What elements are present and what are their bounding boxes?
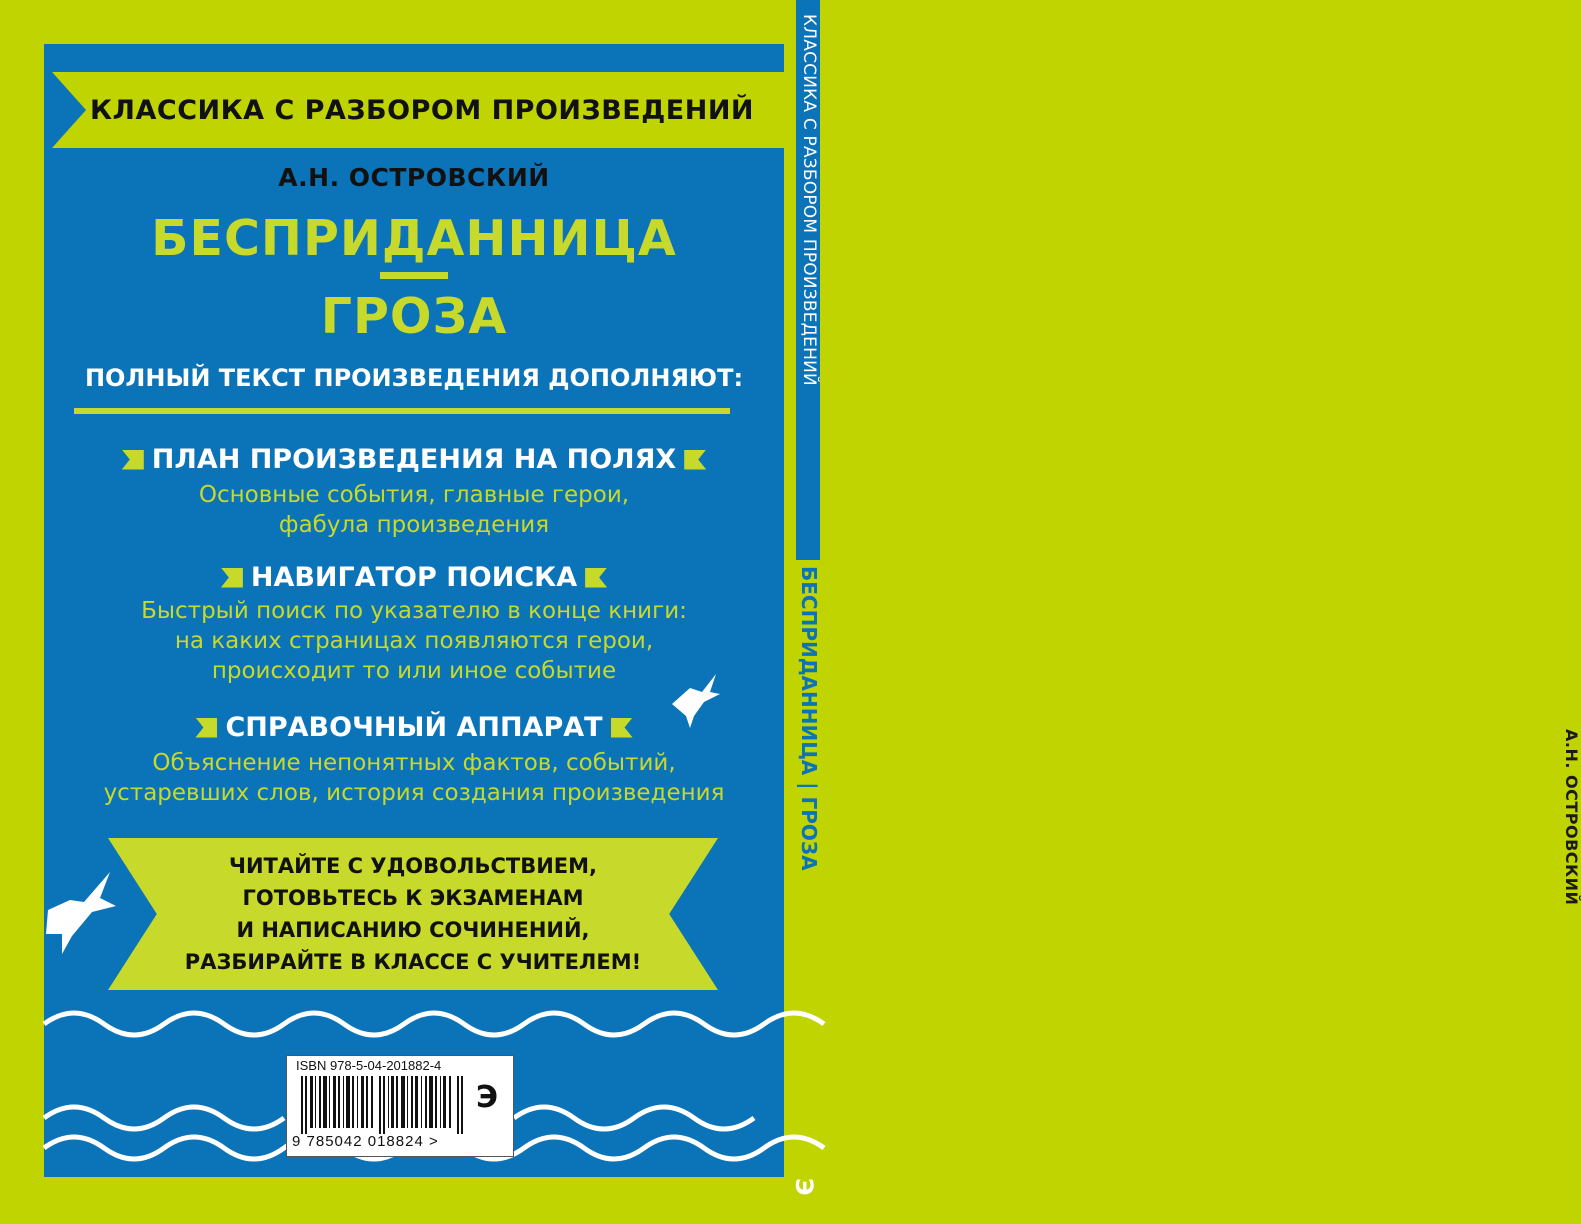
spine-title-b: ГРОЗА [797,796,821,871]
book-title-2: ГРОЗА [320,288,508,345]
feature-heading-text: НАВИГАТОР ПОИСКА [250,562,578,593]
feature-line: устаревших слов, история создания произведения [103,780,725,806]
barcode-number: 9 785042 018824 > [292,1133,439,1150]
callout-line: И НАПИСАНИЮ СОЧИНЕНИЙ, [236,918,590,942]
callout-line: ГОТОВЬТЕСЬ К ЭКЗАМЕНАМ [242,886,584,910]
flag-icon [195,718,217,738]
callout-line: ЧИТАЙТЕ С УДОВОЛЬСТВИЕМ, [229,854,597,878]
wave-line [44,1013,824,1035]
series-banner-text: КЛАССИКА С РАЗБОРОМ ПРОИЗВЕДЕНИЙ [89,94,755,126]
flag-icon [684,450,706,470]
bird-icon [46,872,116,954]
spine-author: А.Н. ОСТРОВСКИЙ [1562,729,1581,906]
book-title-1: БЕСПРИДАННИЦА [151,210,677,267]
feature-line: Основные события, главные герои, [198,482,630,508]
spine-series-text: КЛАССИКА С РАЗБОРОМ ПРОИЗВЕДЕНИЙ [799,14,819,386]
feature-line: происходит то или иное событие [211,658,617,684]
flag-icon [122,450,144,470]
supplement-heading: ПОЛНЫЙ ТЕКСТ ПРОИЗВЕДЕНИЯ ДОПОЛНЯЮТ: [84,364,744,392]
feature-line: Объяснение непонятных фактов, событий, [152,750,676,776]
feature-heading-text: ПЛАН ПРОИЗВЕДЕНИЯ НА ПОЛЯХ [151,444,677,475]
author-name: А.Н. ОСТРОВСКИЙ [278,163,550,192]
feature-text-reference [44,748,784,808]
flag-icon [611,718,633,738]
wave-line [514,1107,754,1129]
feature-line: фабула произведения [278,512,550,538]
feature-line: на каких страницах появляются герои, [174,628,654,654]
spine-title [797,566,1581,906]
isbn-text: ISBN 978-5-04-201882-4 [296,1058,442,1073]
flag-icon [585,568,607,588]
feature-text-navigator [44,596,784,686]
feature-line: Быстрый поиск по указателю в конце книги: [141,598,687,624]
barcode-icon [301,1076,467,1134]
divider-line [74,408,730,414]
spine-title-a: БЕСПРИДАННИЦА [797,566,821,776]
feature-text-plan [44,480,784,540]
callout-text [108,850,718,978]
feature-heading-reference [44,712,784,743]
feature-heading-navigator [44,562,784,593]
title-separator [380,272,448,279]
flag-icon [221,568,243,588]
feature-heading-plan [44,444,784,475]
callout-line: РАЗБИРАЙТЕ В КЛАССЕ С УЧИТЕЛЕМ! [184,950,642,974]
wave-line [44,1107,284,1129]
feature-heading-text: СПРАВОЧНЫЙ АППАРАТ [225,712,603,743]
spine-logo-icon: Э [790,1178,818,1196]
publisher-logo-icon: Э [476,1080,499,1115]
spine-separator: | [797,782,821,790]
